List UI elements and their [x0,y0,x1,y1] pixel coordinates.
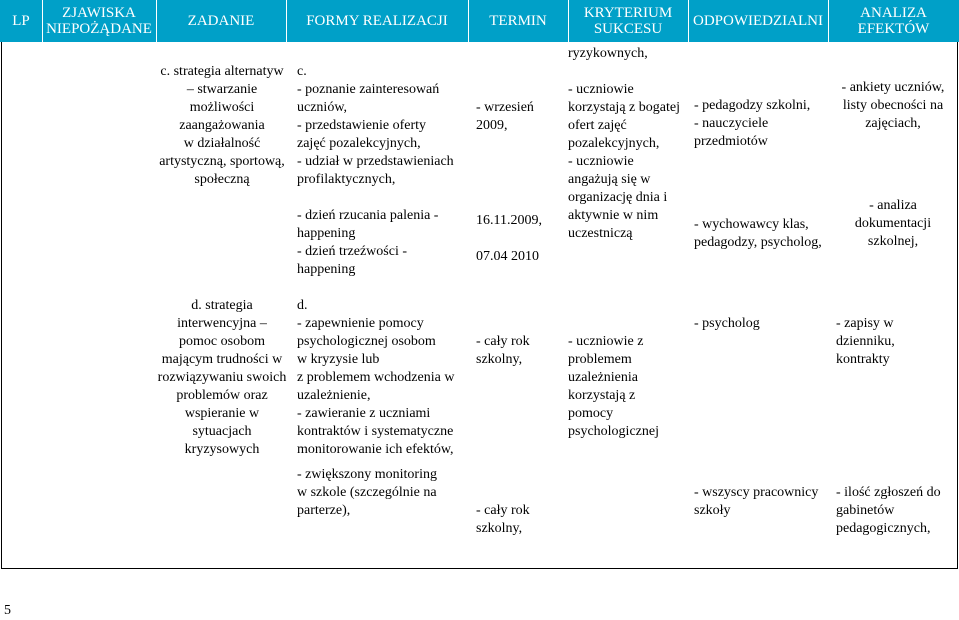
row-d-formy: d. - zapewnienie pomocy psychologicznej osobom w kryzysie lub z problemem wchodzenia w uzależnienie, - zawieranie z uczniami kontraktów i systematyczne monitorowanie ich efektów, [297,298,455,457]
header-odpowiedzialni: ODPOWIEDZIALNI [693,13,823,29]
header-termin: TERMIN [489,13,547,29]
row-d-analiza: - zapisy w dzienniku, kontrakty [836,316,895,367]
row-c-odpowiedzialni-a: - pedagodzy szkolni, - nauczyciele przedmiotów [694,98,811,149]
row-c-termin-start: - wrzesień 2009, [476,100,534,133]
row-e-termin: - cały rok szkolny, [476,503,530,536]
header-divider [688,0,689,42]
row-d-kryterium: - uczniowie z problemem uzależnienia korzystają z pomocy psychologicznej [568,334,659,439]
header-divider [42,0,43,42]
page-number: 5 [4,603,11,618]
row-c-analiza-b: - analiza dokumentacji szkolnej, [854,198,932,249]
row-c-odpowiedzialni-b: - wychowawcy klas, pedagodzy, psycholog, [694,217,822,250]
header-formy: FORMY REALIZACJI [306,13,448,29]
header-zadanie: ZADANIE [187,13,255,29]
row-c-termin-date1: 16.11.2009, [476,213,542,228]
row-d-odpowiedzialni: - psycholog [694,316,760,331]
row-c-analiza-a: - ankiety uczniów, listy obecności na zajęciach, [841,80,945,131]
row-e-formy: - zwiększony monitoring w szkole (szczególnie na parterze), [297,467,437,518]
header-analiza: ANALIZA EFEKTÓW [857,5,930,37]
row-c-zadanie: c. strategia alternatyw – stwarzanie możliwości zaangażowania w działalność artystyczną, sportową, społeczną [159,64,285,187]
header-kryterium: KRYTERIUM SUKCESU [583,5,673,37]
row-c-formy: c. - poznanie zainteresowań uczniów, - przedstawienie oferty zajęć pozalekcyjnych, - udział w przedstawieniach profilaktycznych, - dzień rzucania palenia - happening - dzień trzeźwości - happening [297,64,454,277]
row-e-analiza: - ilość zgłoszeń do gabinetów pedagogicznych, [836,485,941,536]
header-divider [156,0,157,42]
row-c-termin-date2: 07.04 2010 [476,249,539,264]
row-d-termin: - cały rok szkolny, [476,334,530,367]
header-divider [568,0,569,42]
header-divider [286,0,287,42]
row-e-odpowiedzialni: - wszyscy pracownicy szkoły [694,485,819,518]
row-d-zadanie: d. strategia interwencyjna – pomoc osobom mającym trudności w rozwiązywaniu swoich problemów oraz wspieranie w sytuacjach kryzysowych [157,298,287,457]
header-lp: LP [12,13,30,29]
header-divider [828,0,829,42]
header-zjawisko: ZJAWISKA NIEPOŻĄDANE [46,5,152,37]
row-c-kryterium: ryzykownych, - uczniowie korzystają z bogatej ofert zajęć pozalekcyjnych, - uczniowie angażują się w organizację dnia i aktywnie w nim uczestniczą [568,46,680,241]
header-divider [468,0,469,42]
table-header [0,0,959,42]
